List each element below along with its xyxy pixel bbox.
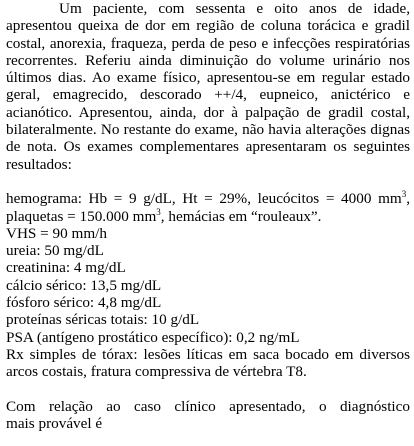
lab-fosforo: fósforo sérico: 4,8 mg/dL <box>6 294 162 312</box>
lab-psa: PSA (antígeno prostático específico): 0,2 ng/mL <box>6 328 300 346</box>
question-line-1: Com relação ao caso clínico apresentado, o diagnóstico <box>6 397 410 415</box>
lab-proteinas: proteínas séricas totais: 10 g/dL <box>6 311 200 329</box>
case-line-10: resultados: <box>6 155 72 173</box>
lab-calcio: cálcio sérico: 13,5 mg/dL <box>6 276 162 294</box>
case-line-3: costal, anorexia, fraqueza, perda de peso e infecções respiratórias <box>6 34 410 52</box>
case-line-9: de nota. Os exames complementares apresentaram os seguintes <box>6 138 410 156</box>
case-line-5: últimos dias. Ao exame físico, apresentou-se em regular estado <box>6 69 410 87</box>
lab-hemograma-line-2 <box>6 208 410 225</box>
lab-plaquetas-text: plaquetas = 150.000 mm <box>6 207 157 225</box>
lab-hemograma-line-1 <box>6 190 410 207</box>
lab-rx-line-2: arcos costais, fratura compressiva de vértebra T8. <box>6 363 307 381</box>
case-line-8: bilateralmente. No restante do exame, não havia alterações dignas <box>6 121 410 139</box>
lab-hemograma-end: , <box>406 190 410 208</box>
case-line-4: recorrentes. Referiu ainda diminuição do volume urinário nos <box>6 51 410 69</box>
lab-hemograma-text: hemograma: Hb = 9 g/dL, Ht = 29%, leucócitos = 4000 mm <box>6 190 402 208</box>
superscript: 3 <box>156 206 161 217</box>
paragraph-spacer <box>6 173 410 190</box>
lab-vhs: VHS = 90 mm/h <box>6 224 107 242</box>
lab-rx-line-1: Rx simples de tórax: lesões líticas em saca bocado em diversos <box>6 345 410 363</box>
case-line-7: acianótico. Apresentou, ainda, dor à palpação de gradil costal, <box>6 103 410 121</box>
case-line-2: apresentou queixa de dor em região de coluna torácica e gradil <box>6 17 410 35</box>
question-line-2: mais provável é <box>6 415 103 433</box>
lab-ureia: ureia: 50 mg/dL <box>6 242 104 260</box>
question-spacer <box>6 381 410 398</box>
case-line-1: Um paciente, com sessenta e oito anos de idade, <box>59 0 410 17</box>
lab-creatinina: creatinina: 4 mg/dL <box>6 259 126 277</box>
lab-results <box>6 190 410 380</box>
lab-plaquetas-end: , hemácias em “rouleaux”. <box>160 207 322 225</box>
superscript: 3 <box>401 189 407 200</box>
case-line-6: geral, emagrecido, descorado ++/4, eupneico, anictérico e <box>6 86 410 104</box>
case-paragraph <box>6 0 410 173</box>
question-stem <box>6 398 410 433</box>
